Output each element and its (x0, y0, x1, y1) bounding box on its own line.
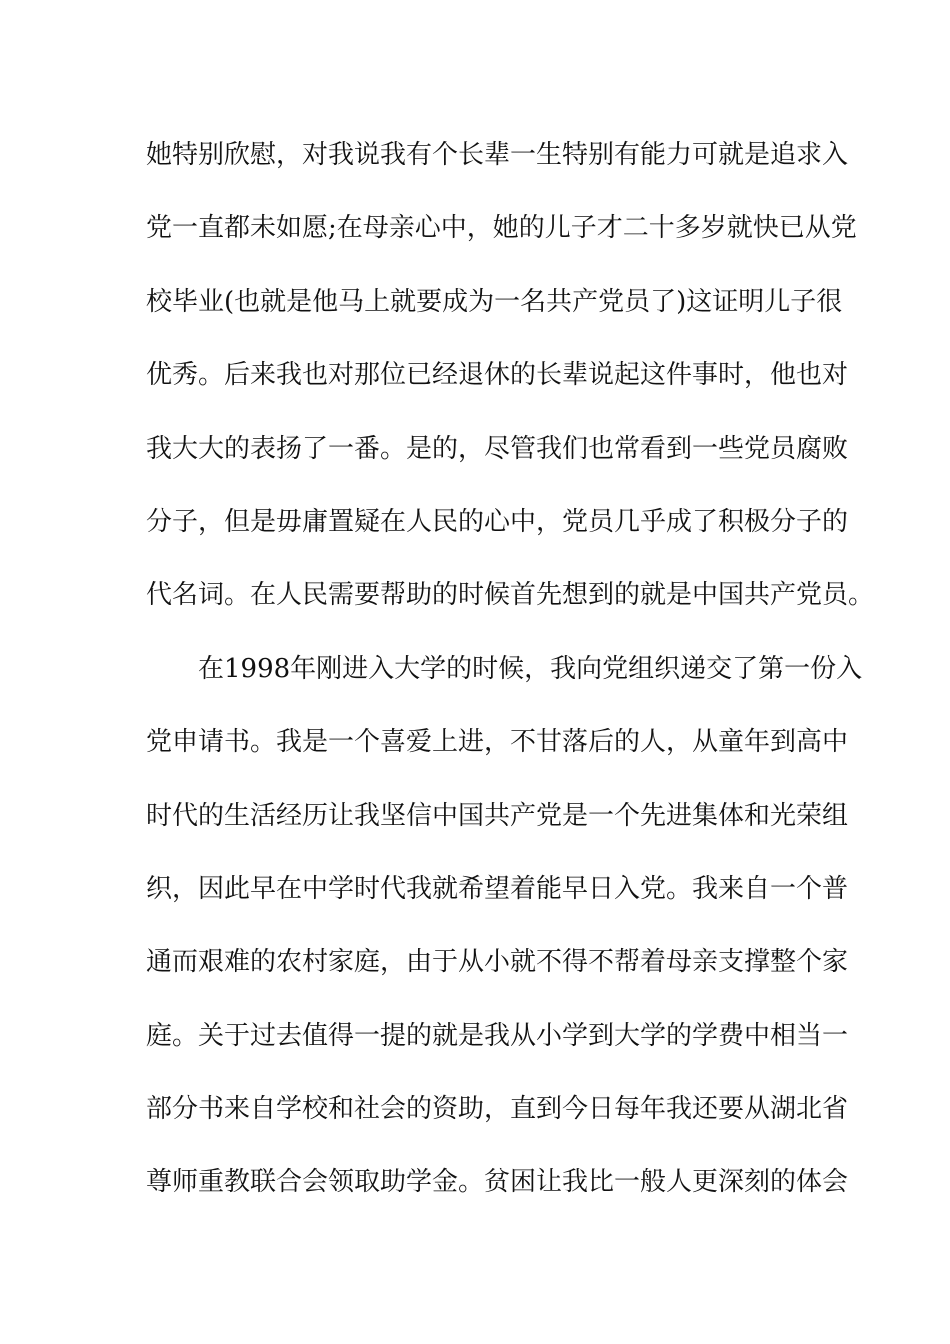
document-body (146, 130, 875, 1231)
text-line: 她特别欣慰，对我说我有个长辈一生特别有能力可就是追求入 (146, 140, 849, 170)
text-line: 分子，但是毋庸置疑在人民的心中，党员几乎成了积极分子的 (146, 506, 849, 537)
paragraph-first-line: 在1998年刚进入大学的时候，我向党组织递交了第一份入 (198, 653, 863, 684)
text-line: 尊师重教联合会领取助学金。贫困让我比一般人更深刻的体会 (146, 1167, 849, 1198)
text-line: 优秀。后来我也对那位已经退休的长辈说起这件事时，他也对 (146, 360, 849, 391)
text-line: 代名词。在人民需要帮助的时候首先想到的就是中国共产党员。 (146, 580, 875, 611)
text-line: 织，因此早在中学时代我就希望着能早日入党。我来自一个普 (146, 873, 849, 904)
text-line: 通而艰难的农村家庭，由于从小就不得不帮着母亲支撑整个家 (146, 947, 849, 978)
text-line: 我大大的表扬了一番。是的，尽管我们也常看到一些党员腐败 (146, 433, 849, 464)
text-line: 校毕业(也就是他马上就要成为一名共产党员了)这证明儿子很 (146, 286, 843, 317)
text-line: 庭。关于过去值得一提的就是我从小学到大学的学费中相当一 (146, 1020, 849, 1051)
text-line: 党一直都未如愿;在母亲心中，她的儿子才二十多岁就快已从党 (146, 213, 857, 244)
text-line: 时代的生活经历让我坚信中国共产党是一个先进集体和光荣组 (146, 800, 849, 831)
text-line: 部分书来自学校和社会的资助，直到今日每年我还要从湖北省 (146, 1094, 849, 1125)
text-line: 党申请书。我是一个喜爱上进，不甘落后的人，从童年到高中 (146, 727, 849, 758)
